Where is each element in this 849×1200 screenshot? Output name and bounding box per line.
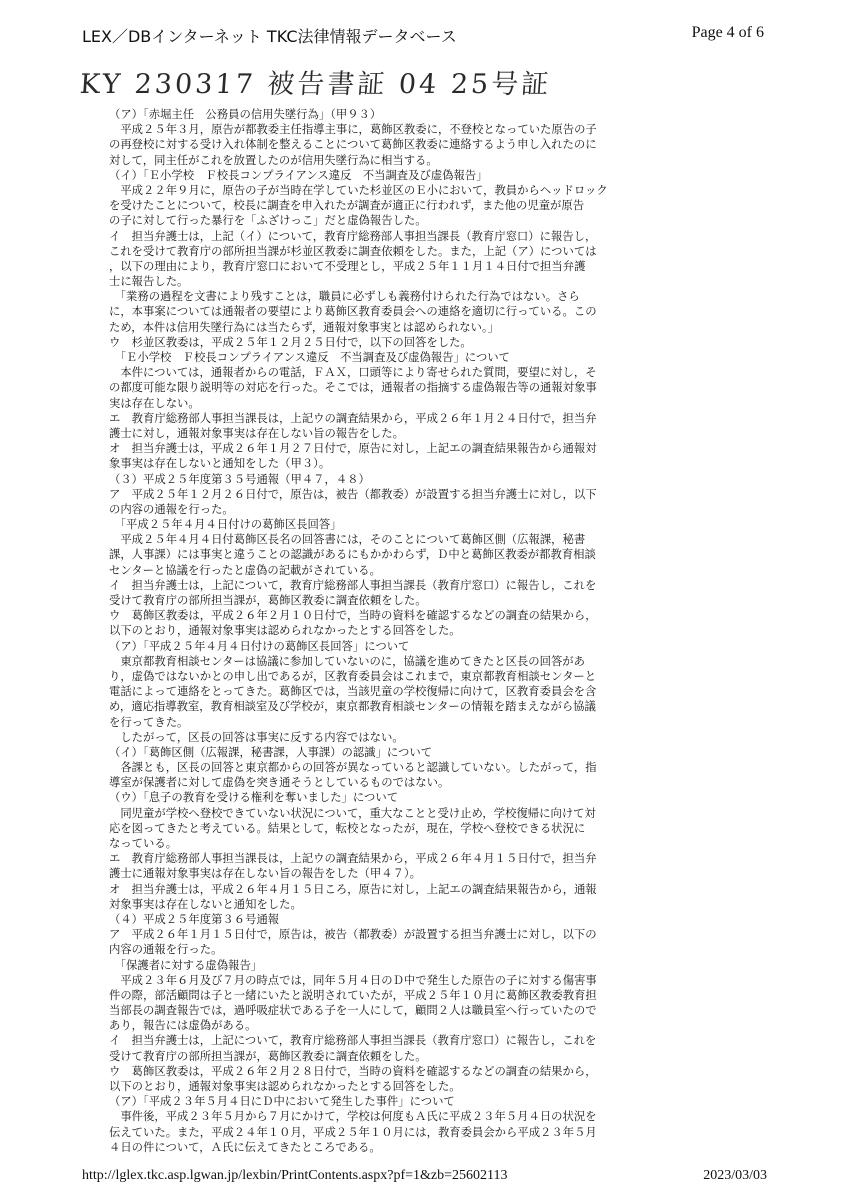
text-line: センターと協議を行ったと虚偽の記載がされている。: [109, 562, 381, 577]
text-line: 電話によって連絡をとってきた。葛飾区では，当該児童の学校復帰に向けて，区教育委員会を含: [109, 684, 597, 699]
text-line: 件の際，部活顧問は子と一緒にいたと説明されていたが，平成２５年１０月に葛飾区教委教育担: [109, 987, 597, 1002]
text-line: 以下のとおり，通報対象事実は認められなかったとする回答をした。: [109, 623, 461, 638]
text-line: ため，本件は信用失墜行為には当たらず，通報対象事実とは認められない。」: [109, 319, 499, 334]
text-line: ，以下の理由により，教育庁窓口において不受理とし，平成２５年１１月１４日付で担当弁護: [109, 258, 586, 273]
text-line: の子に対して行った暴行を「ふざけっこ」だと虚偽報告した。: [109, 213, 427, 228]
print-date: 2023/03/03: [703, 1168, 767, 1183]
text-line: エ 教育庁総務部人事担当課長は，上記ウの調査結果から，平成２６年１月２４日付で，担当弁: [109, 410, 597, 425]
text-line: 応を図ってきたと考えている。結果として，転校となったが，現在，学校へ登校できる状況に: [109, 820, 586, 835]
text-line: 受けて教育庁の部所担当課が，葛飾区教委に調査依頼をした。: [109, 1048, 427, 1063]
document-body: [109, 107, 729, 1155]
text-line: 護士に対し，通報対象事実は存在しない旨の報告をした。: [109, 425, 404, 440]
text-line: 内容の通報を行った。: [109, 942, 223, 957]
text-line: 平成２５年４月４日付葛飾区長名の回答書には，そのことについて葛飾区側（広報課，秘書: [109, 532, 586, 547]
text-line: の都度可能な限り説明等の対応を行った。そこでは，通報者の指摘する虚偽報告等の通報対象事: [109, 380, 597, 395]
text-line: （３）平成２５年度第３５号通報（甲４７，４８）: [109, 471, 370, 486]
text-line: の再登校に対する受け入れ体制を整えることについて葛飾区教委に連絡するよう申し入れたのに: [109, 137, 597, 152]
handwritten-exhibit-stamp: KY 230317 被告書証 04 25号証: [78, 69, 553, 100]
text-line: イ 担当弁護士は，上記について，教育庁総務部人事担当課長（教育庁窓口）に報告し，これを: [109, 577, 597, 592]
text-line: なっている。: [109, 836, 178, 850]
text-line: イ 担当弁護士は，上記（イ）について，教育庁総務部人事担当課長（教育庁窓口）に報告し，: [109, 228, 597, 243]
text-line: 「平成２５年４月４日付けの葛飾区長回答」: [109, 517, 342, 532]
text-line: 平成２２年９月に，原告の子が当時在学していた杉並区のＥ小において，教員からヘッドロック: [109, 182, 608, 197]
text-line: 導室が保護者に対して虚偽を突き通そうとしているものではない。: [109, 775, 450, 790]
text-line: ウ 葛飾区教委は，平成２６年２月１０日付で，当時の資料を確認するなどの調査の結果から，: [109, 608, 597, 623]
text-line: ア 平成２６年１月１５日付で，原告は，被告（都教委）が設置する担当弁護士に対し，以下の: [109, 927, 597, 942]
text-line: 東京都教育相談センターは協議に参加していないのに，協議を進めてきたと区長の回答があ: [109, 653, 585, 668]
text-line: （ア）「平成２３年５月４日にＤ中において発生した事件」について: [109, 1094, 455, 1109]
text-line: 同児童が学校へ登校できていない状況について，重大なことと受け止め，学校復帰に向けて対: [109, 805, 596, 820]
text-line: オ 担当弁護士は，平成２６年４月１５日ころ，原告に対し，上記エの調査結果報告から，通報: [109, 881, 597, 896]
text-line: 以下のとおり，通報対象事実は認められなかったとする回答をした。: [109, 1079, 461, 1093]
text-line: ウ 葛飾区教委は，平成２６年２月２８日付で，当時の資料を確認するなどの調査の結果から，: [109, 1063, 597, 1078]
text-line: エ 教育庁総務部人事担当課長は，上記ウの調査結果から，平成２６年４月１５日付で，担当弁: [109, 851, 597, 866]
text-line: め，適応指導教室，教育相談室及び学校が，東京都教育相談センターの情報を踏まえながら協議: [109, 699, 596, 714]
text-line: （ア）「平成２５年４月４日付けの葛飾区長回答」について: [109, 638, 410, 653]
text-line: 「業務の過程を文書により残すことは，職員に必ずしも義務付けられた行為ではない。さら: [109, 289, 580, 304]
text-line: （ウ）「息子の教育を受ける権利を奪いました」について: [109, 790, 399, 805]
text-line: の内容の通報を行った。: [109, 501, 234, 516]
page-indicator: Page 4 of 6: [691, 24, 764, 41]
text-line: （ア）「赤堀主任 公務員の信用失墜行為」（甲９３）: [109, 107, 382, 121]
text-line: 事件後，平成２３年５月から７月にかけて，学校は何度もＡ氏に平成２３年５月４日の状況を: [109, 1109, 597, 1124]
text-line: 対象事実は存在しないと通知をした。: [109, 896, 302, 911]
text-line: 平成２５年３月，原告が都教委主任指導主事に，葛飾区教委に，不登校となっていた原告の子: [109, 122, 597, 137]
text-line: （４）平成２５年度第３６号通報: [109, 911, 280, 926]
text-line: あり，報告には虚偽がある。: [109, 1018, 257, 1033]
print-url: http://lglex.tkc.asp.lgwan.jp/lexbin/PrintContents.aspx?pf=1&zb=25602113: [82, 1168, 508, 1183]
text-line: イ 担当弁護士は，上記について，教育庁総務部人事担当課長（教育庁窓口）に報告し，これを: [109, 1033, 597, 1048]
text-line: 伝えていた。また，平成２４年１０月，平成２５年１０月には，教育委員会から平成２３年５月: [109, 1124, 597, 1139]
text-line: 各課とも，区長の回答と東京都からの回答が異なっていると認識していない。したがって，指: [109, 760, 597, 775]
text-line: 護士に通報対象事実は存在しない旨の報告をした（甲４７）。: [109, 866, 421, 881]
text-line: 象事実は存在しないと通知をした（甲３）。: [109, 456, 331, 471]
text-line: ア 平成２５年１２月２６日付で，原告は，被告（都教委）が設置する担当弁護士に対し，以下: [109, 486, 597, 501]
text-line: したがって，区長の回答は事実に反する内容ではない。: [109, 729, 404, 744]
text-line: 課，人事課）には事実と違うことの認識があるにもかかわらず，Ｄ中と葛飾区教委が都教育相談: [109, 547, 596, 562]
text-line: オ 担当弁護士は，平成２６年１月２７日付で，原告に対し，上記エの調査結果報告から通報対: [109, 441, 597, 456]
text-line: ウ 杉並区教委は，平成２５年１２月２５日付で，以下の回答をした。: [109, 334, 472, 349]
text-line: を行ってきた。: [109, 714, 189, 729]
text-line: ４日の件について，Ａ氏に伝えてきたところである。: [109, 1139, 381, 1154]
text-line: を受けたことについて，校長に調査を申入れたが調査が適正に行われず，また他の児童が原告: [109, 198, 585, 213]
text-line: これを受けて教育庁の部所担当課が杉並区教委に調査依頼をした。また，上記（ア）については: [109, 243, 597, 258]
text-line: 「Ｅ小学校 Ｆ校長コンプライアンス違反 不当調査及び虚偽報告」について: [109, 350, 510, 364]
text-line: 実は存在しない。: [109, 395, 200, 410]
text-line: 平成２３年６月及び７月の時点では，同年５月４日のＤ中で発生した原告の子に対する傷害事: [109, 972, 597, 987]
text-line: 受けて教育庁の部所担当課が，葛飾区教委に調査依頼をした。: [109, 593, 427, 607]
text-line: 「保護者に対する虚偽報告」: [109, 957, 263, 972]
text-line: 対して，同主任がこれを放置したのが信用失墜行為に相当する。: [109, 152, 438, 167]
database-title: LEX／DBインターネット TKC法律情報データベース: [82, 27, 457, 46]
text-line: 士に報告した。: [109, 274, 189, 289]
text-line: （イ）「葛飾区側（広報課，秘書課，人事課）の認識」について: [109, 744, 433, 759]
text-line: 本件については，通報者からの電話，ＦＡＸ，口頭等により寄せられた質問，要望に対し，そ: [109, 365, 597, 380]
text-line: 当部長の調査報告では，過呼吸症状である子を一人にして，顧問２人は職員室へ行っていたので: [109, 1003, 597, 1018]
text-line: （イ）「Ｅ小学校 Ｆ校長コンプライアンス違反 不当調査及び虚偽報告」: [109, 167, 488, 182]
text-line: に，本事案については通報者の要望により葛飾区教育委員会への連絡を適切に行っている。この: [109, 304, 597, 319]
text-line: り，虚偽ではないかとの申し出であるが，区教育委員会はこれまで，東京都教育相談センターと: [109, 668, 597, 683]
